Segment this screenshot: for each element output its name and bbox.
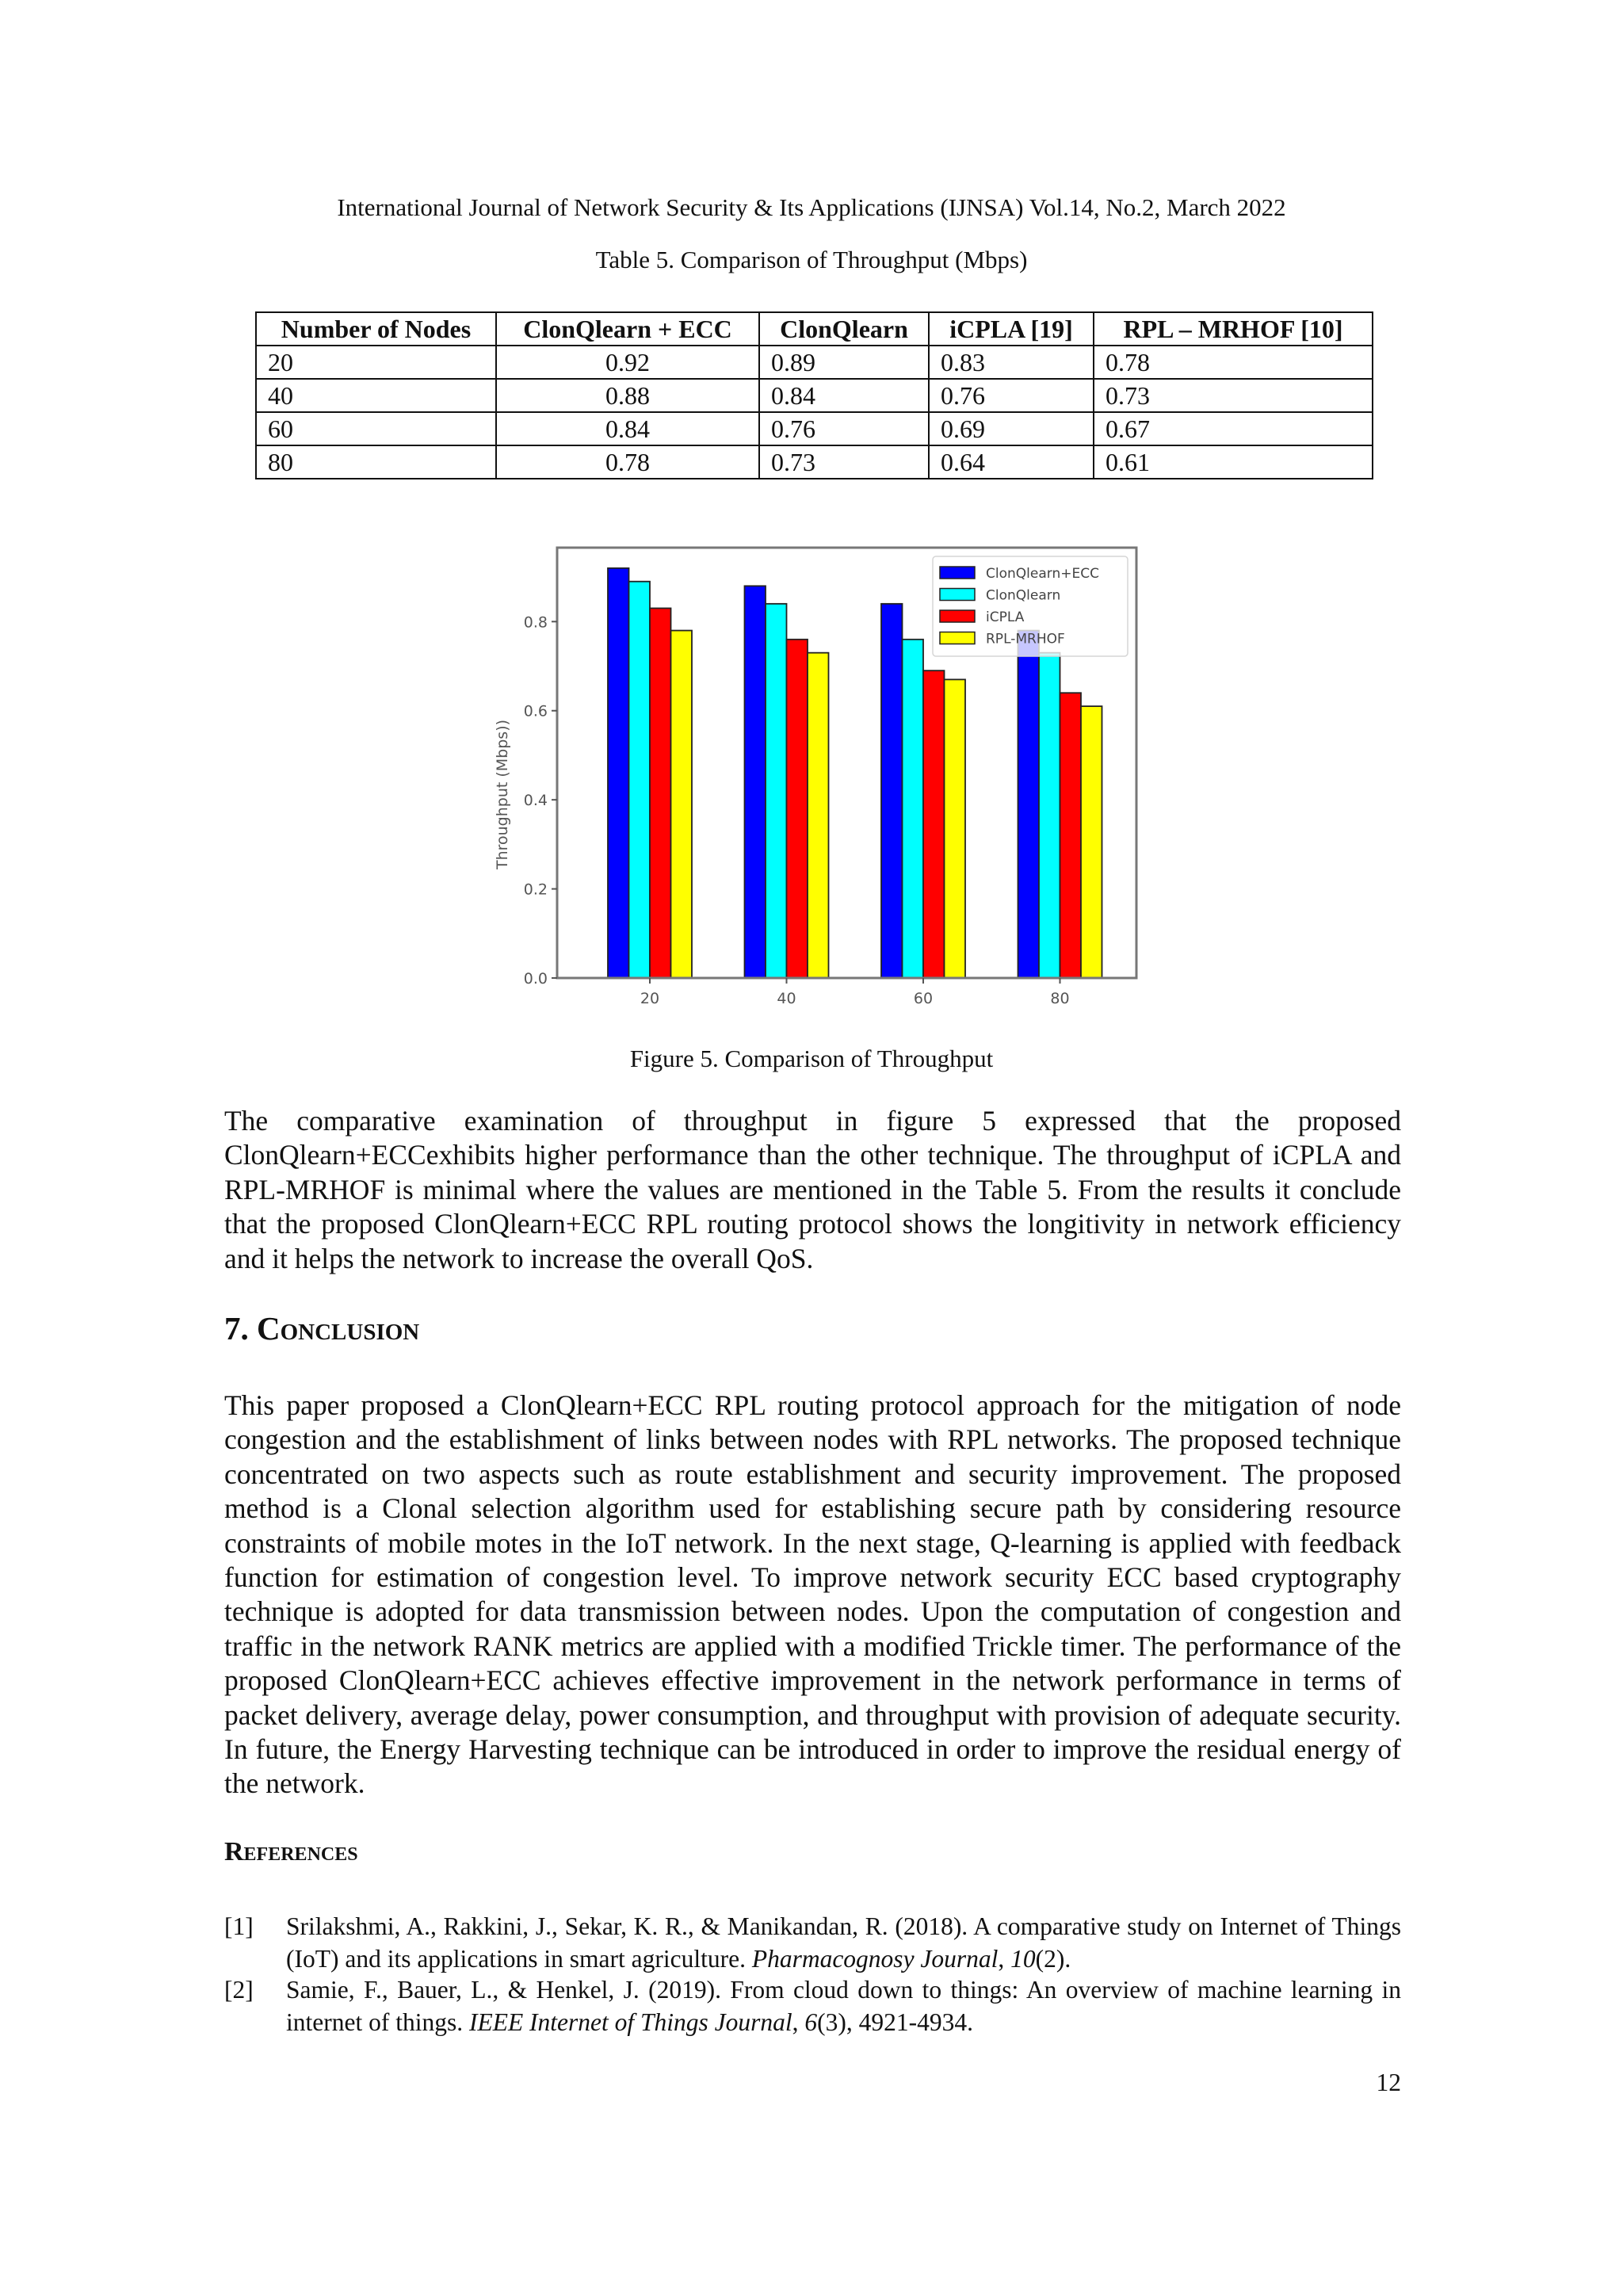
y-tick-label: 0.6 (523, 702, 548, 720)
table-cell: 0.92 (496, 346, 759, 379)
x-tick-label: 80 (1050, 990, 1070, 1007)
x-tick-label: 40 (777, 990, 796, 1007)
legend-swatch (940, 567, 975, 579)
legend-swatch (940, 589, 975, 601)
table-cell: 0.84 (496, 412, 759, 445)
table-cell: 0.84 (759, 379, 929, 412)
reference-journal: IEEE Internet of Things Journal (468, 2008, 792, 2036)
bar-clonqlearn-ecc-80 (1018, 631, 1040, 978)
table-row (256, 379, 1373, 412)
column-header: Number of Nodes (256, 312, 496, 346)
table-header-row (256, 312, 1373, 346)
reference-issue: (2). (1035, 1945, 1071, 1973)
bar-clonqlearn-80 (1039, 653, 1060, 978)
table-cell: 0.83 (929, 346, 1094, 379)
table-cell: 0.64 (929, 445, 1094, 479)
bar-clonqlearn-20 (629, 582, 651, 978)
legend-label: ClonQlearn+ECC (986, 566, 1099, 582)
table-cell: 40 (256, 379, 496, 412)
x-tick-label: 60 (913, 990, 934, 1007)
legend-label: iCPLA (986, 609, 1025, 625)
table-row (256, 346, 1373, 379)
table-cell: 0.73 (1094, 379, 1373, 412)
table-cell: 0.61 (1094, 445, 1373, 479)
table-cell: 0.73 (759, 445, 929, 479)
reference-issue: (3), 4921-4934. (817, 2008, 974, 2036)
reference-volume: 10 (1010, 1945, 1036, 1973)
bar-icpla-20 (650, 608, 671, 978)
reference-journal: Pharmacognosy Journal (751, 1945, 999, 1973)
table-cell: 0.78 (1094, 346, 1373, 379)
table-cell: 0.78 (496, 445, 759, 479)
y-axis (524, 613, 557, 988)
section-heading-conclusion: 7. Conclusion (224, 1310, 420, 1347)
reference-volume: 6 (804, 2008, 818, 2036)
reference-number: [2] (224, 1976, 254, 2004)
bar-clonqlearn-ecc-60 (881, 604, 903, 978)
y-tick-label: 0.2 (523, 881, 548, 899)
legend-label: ClonQlearn (986, 587, 1061, 604)
x-axis (640, 978, 1070, 1007)
bar-clonqlearn-60 (903, 640, 924, 978)
x-tick-label: 20 (640, 990, 660, 1007)
table-cell: 20 (256, 346, 496, 379)
reference-separator: , (998, 1945, 1011, 1973)
reference-authors-title: Samie, F., Bauer, L., & Henkel, J. (2019). From cloud down to things: An overview of machine learning in internet of things. (286, 1976, 1401, 2036)
bar-rpl-mrhof-80 (1081, 706, 1102, 978)
reference-text (286, 1973, 1401, 2038)
column-header: ClonQlearn (759, 312, 929, 346)
bar-clonqlearn-ecc-20 (608, 568, 629, 978)
column-header: RPL – MRHOF [10] (1094, 312, 1373, 346)
reference-item (224, 1910, 1401, 1975)
y-axis-label: Throughput (Mbps)) (494, 719, 511, 870)
bar-rpl-mrhof-60 (945, 679, 966, 978)
bar-clonqlearn-40 (766, 604, 787, 978)
chart-legend (933, 556, 1128, 656)
table-cell: 0.88 (496, 379, 759, 412)
table-row (256, 445, 1373, 479)
bar-icpla-80 (1060, 693, 1082, 978)
figure-caption: Figure 5. Comparison of Throughput (629, 1045, 994, 1072)
table-cell: 0.69 (929, 412, 1094, 445)
throughput-bar-chart (475, 539, 1157, 1014)
table-cell: 80 (256, 445, 496, 479)
legend-swatch (940, 610, 975, 622)
throughput-table (255, 311, 1373, 479)
y-tick-label: 0.0 (523, 970, 548, 988)
bar-icpla-40 (787, 640, 808, 978)
y-tick-label: 0.4 (523, 792, 548, 810)
references-heading: References (224, 1837, 358, 1866)
bar-clonqlearn-ecc-40 (745, 586, 766, 978)
table-cell: 0.76 (759, 412, 929, 445)
bar-rpl-mrhof-20 (671, 631, 693, 978)
bar-icpla-60 (923, 670, 945, 978)
legend-swatch (940, 632, 975, 644)
reference-separator: , (792, 2008, 805, 2036)
journal-header: International Journal of Network Security & Its Applications (IJNSA) Vol.14, No.2, March 2022 (337, 193, 1286, 221)
reference-number: [1] (224, 1912, 254, 1940)
table-cell: 0.76 (929, 379, 1094, 412)
table-row (256, 412, 1373, 445)
table-cell: 0.67 (1094, 412, 1373, 445)
conclusion-paragraph: This paper proposed a ClonQlearn+ECC RPL routing protocol approach for the mitigation of node congestion and the establishment of links between nodes with RPL networks. The proposed technique concentrated on two aspects such as route establishment and security improvement. The proposed method is a Clonal selection algorithm used for establishing secure path by considering resource constraints of mobile motes in the IoT network. In the next stage, Q-learning is applied with feedback function for estimation of congestion level. To improve network security ECC based cryptography technique is adopted for data transmission between nodes. Upon the computation of congestion and traffic in the network RANK metrics are applied with a modified Trickle timer. The performance of the proposed ClonQlearn+ECC achieves effective improvement in the network performance in terms of packet delivery, average delay, power consumption, and throughput with provision of adequate security. In future, the Energy Harvesting technique can be introduced in order to improve the residual energy of the network. (224, 1389, 1401, 1800)
results-paragraph: The comparative examination of throughput in figure 5 expressed that the proposed ClonQlearn+ECCexhibits higher performance than the other technique. The throughput of iCPLA and RPL-MRHOF is minimal where the values are mentioned in the Table 5. From the results it conclude that the proposed ClonQlearn+ECC RPL routing protocol shows the longitivity in network efficiency and it helps the network to increase the overall QoS. (224, 1105, 1401, 1274)
legend-label: RPL-MRHOF (986, 631, 1065, 648)
reference-text (286, 1910, 1401, 1975)
table-cell: 0.89 (759, 346, 929, 379)
column-header: ClonQlearn + ECC (496, 312, 759, 346)
page-number: 12 (1376, 2069, 1401, 2096)
reference-authors-title: Srilakshmi, A., Rakkini, J., Sekar, K. R., & Manikandan, R. (2018). A comparative study on Internet of Things (IoT) and its applications in smart agriculture. (286, 1912, 1401, 1973)
table-caption: Table 5. Comparison of Throughput (Mbps) (595, 246, 1028, 273)
column-header: iCPLA [19] (929, 312, 1094, 346)
reference-item (224, 1973, 1401, 2038)
y-tick-label: 0.8 (523, 613, 548, 632)
table-cell: 60 (256, 412, 496, 445)
bar-rpl-mrhof-40 (808, 653, 829, 978)
